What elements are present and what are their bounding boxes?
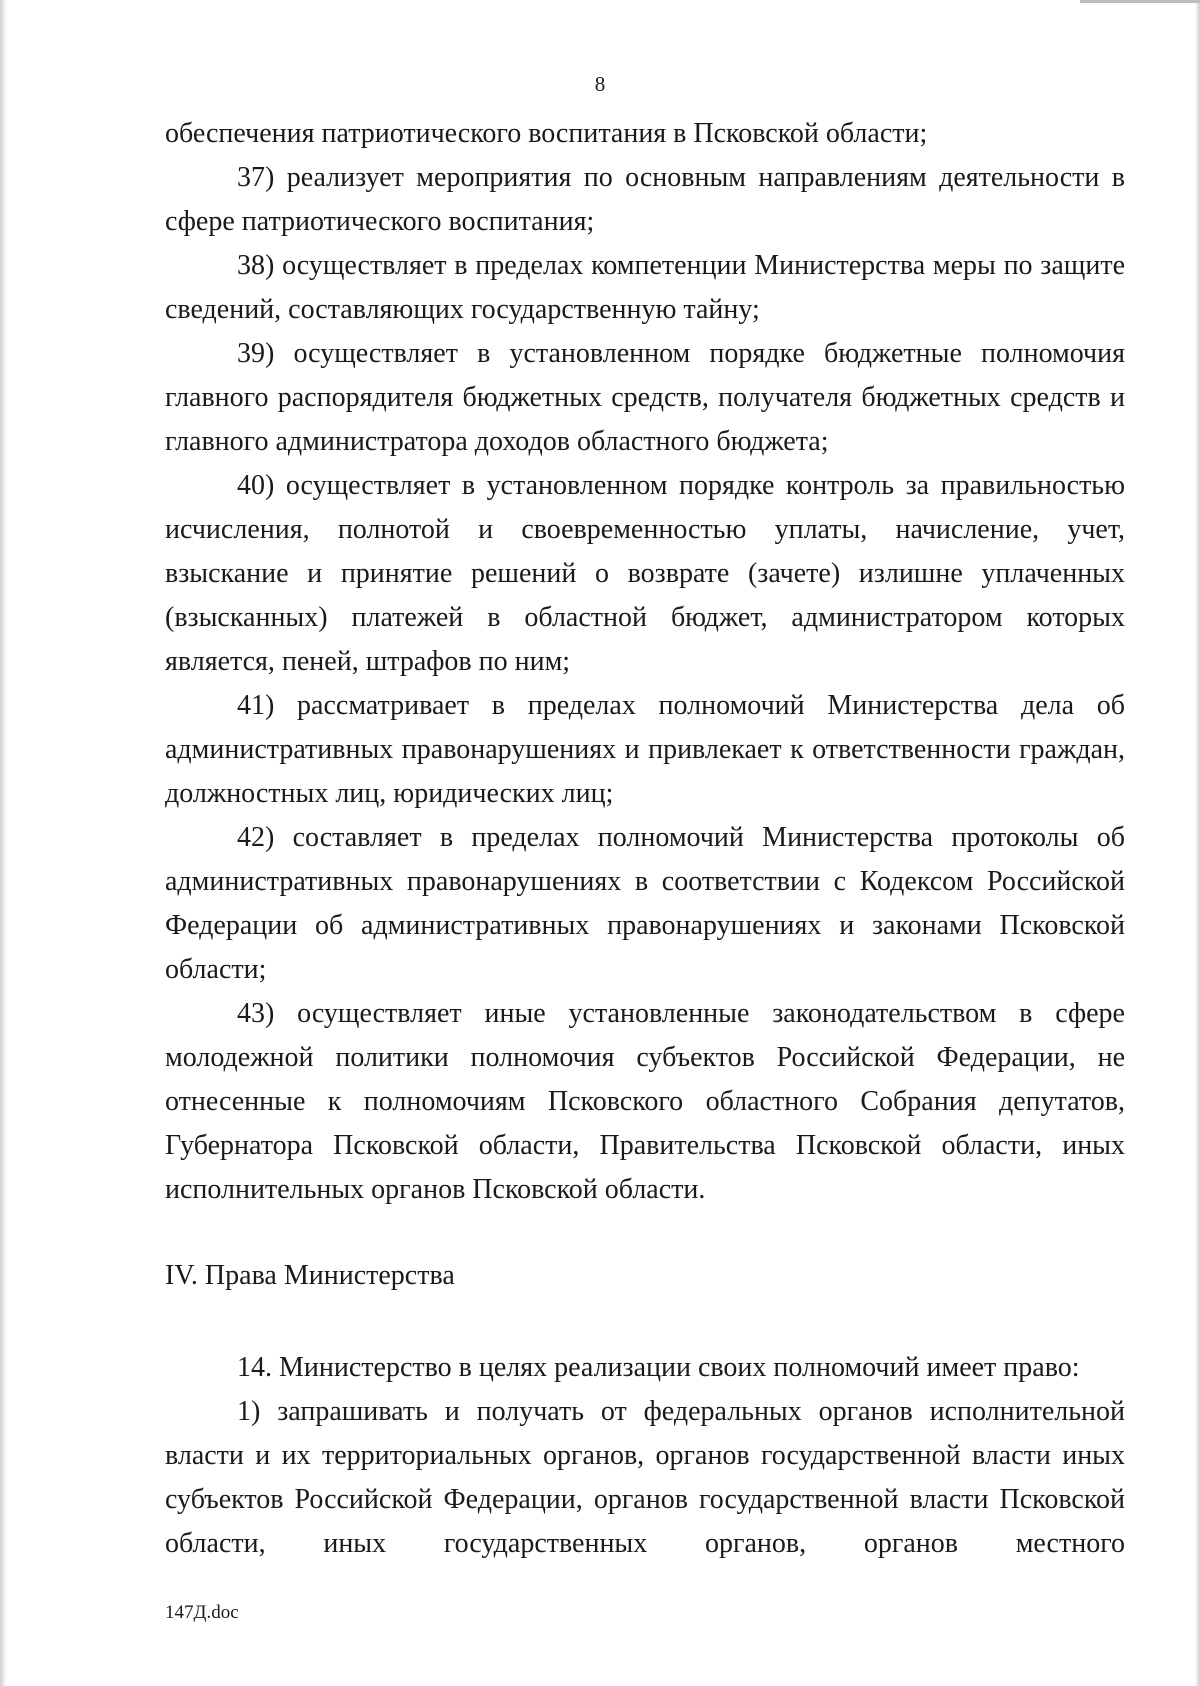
paragraph-item-42: 42) составляет в пределах полномочий Министерства протоколы об административных правонарушениях в соответствии с Кодексом Российской Федерации об административных правонарушениях и законами Псковской области; (165, 822, 1125, 985)
document-body (165, 112, 1125, 1566)
paragraph-item-38: 38) осуществляет в пределах компетенции Министерства меры по защите сведений, составляющих государственную тайну; (165, 250, 1125, 325)
footer-filename: 147Д.doc (165, 1602, 239, 1623)
paragraph-subitem-1: 1) запрашивать и получать от федеральных органов исполнительной власти и их территориальных органов, органов государственной власти иных субъектов Российской Федерации, органов государственной власти Псковской области, иных государственных органов, органов местного (165, 1396, 1125, 1559)
paragraph-item-14: 14. Министерство в целях реализации своих полномочий имеет право: (237, 1352, 1080, 1383)
paragraph-item-37: 37) реализует мероприятия по основным направлениям деятельности в сфере патриотического воспитания; (165, 162, 1125, 237)
paragraph-continuation: обеспечения патриотического воспитания в Псковской области; (165, 118, 928, 149)
paragraph-item-43: 43) осуществляет иные установленные законодательством в сфере молодежной политики полномочия субъектов Российской Федерации, не отнесенные к полномочиям Псковского областного Собрания депутатов, Губернатора Псковской области, Правительства Псковской области, иных исполнительных органов Псковской области. (165, 998, 1125, 1205)
section-heading: IV. Права Министерства (165, 1260, 455, 1291)
paragraph-item-40: 40) осуществляет в установленном порядке контроль за правильностью исчисления, полнотой и своевременностью уплаты, начисление, учет, взыскание и принятие решений о возврате (зачете) излишне уплаченных (взысканных) платежей в областной бюджет, администратором которых является, пеней, штрафов по ним; (165, 470, 1125, 677)
page-number: 8 (594, 72, 606, 96)
scan-edge-top (1080, 0, 1200, 3)
paragraph-item-41: 41) рассматривает в пределах полномочий Министерства дела об административных правонарушениях и привлекает к ответственности граждан, должностных лиц, юридических лиц; (165, 690, 1125, 809)
scan-edge-left (0, 0, 8, 1686)
scan-edge-right (1194, 0, 1200, 1686)
paragraph-item-39: 39) осуществляет в установленном порядке бюджетные полномочия главного распорядителя бюджетных средств, получателя бюджетных средств и главного администратора доходов областного бюджета; (165, 338, 1125, 457)
